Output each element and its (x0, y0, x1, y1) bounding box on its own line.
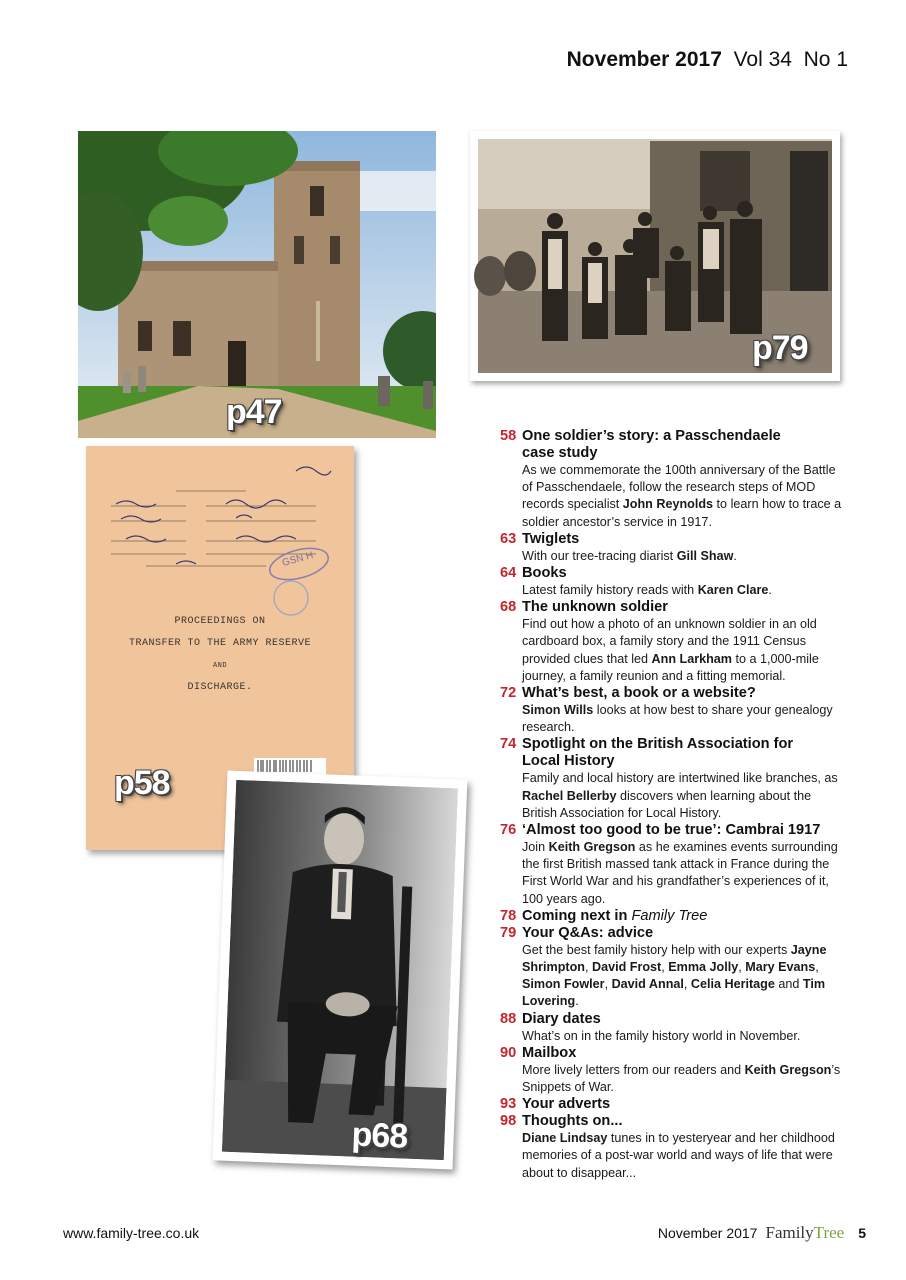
description-text: to learn how to trace a soldier ancestor’s service in 1917. (522, 497, 842, 529)
description-text: . (575, 994, 579, 1009)
description-text: With our tree-tracing diarist (522, 548, 677, 563)
logo-tree: Tree (813, 1223, 845, 1242)
entry-description (522, 462, 845, 531)
entry-description (522, 1130, 845, 1182)
contents-list (500, 428, 845, 1182)
footer-date: November 2017 (657, 1225, 758, 1241)
contents-entry[interactable] (500, 531, 845, 565)
entry-page-number: 90 (500, 1044, 517, 1061)
page-label-p68: p68 (350, 1115, 408, 1156)
entry-title (522, 925, 845, 942)
contents-entry[interactable] (500, 1096, 845, 1113)
entry-title-line: The unknown soldier (522, 599, 668, 616)
contents-entry[interactable] (500, 428, 845, 531)
entry-title-line: Thoughts on... (522, 1113, 623, 1130)
contributor-name: Rachel Bellerby (522, 788, 617, 803)
entry-title-line: Spotlight on the British Association for (522, 736, 794, 753)
entry-title-row (500, 1113, 845, 1130)
entry-title-row (500, 531, 845, 548)
entry-title-row (500, 685, 845, 702)
contributor-name: Tim Lovering (522, 977, 826, 1009)
description-text: ’s Snippets of War. (522, 1062, 841, 1095)
entry-title-line: Mailbox (522, 1044, 577, 1061)
entry-title-row (500, 1096, 845, 1113)
entry-title-row (500, 1011, 845, 1028)
page-label-p79: p79 (752, 329, 808, 367)
contributor-name: Diane Lindsay (522, 1131, 608, 1146)
contributor-name: Emma Jolly (668, 960, 739, 975)
document-line-1: PROCEEDINGS ON (174, 616, 266, 627)
description-text: What’s on in the family history world in November. (522, 1028, 801, 1043)
entry-page-number: 79 (500, 924, 517, 941)
description-text: . (733, 548, 737, 563)
contributor-name: Keith Gregson (744, 1062, 832, 1077)
entry-title-line: case study (522, 445, 598, 461)
contributor-name: Simon Wills (522, 703, 594, 718)
description-text: Family and local history are intertwined like branches, as (522, 771, 838, 786)
entry-title (522, 685, 845, 702)
entry-description (522, 942, 845, 1011)
entry-title-line: Books (522, 565, 567, 582)
contributor-name: Ann Larkham (651, 651, 733, 666)
logo-family: Family (765, 1223, 814, 1242)
entry-page-number: 98 (500, 1113, 517, 1130)
church-illustration (78, 131, 436, 438)
description-text: Latest family history reads with (522, 583, 698, 598)
footer-meta (658, 1223, 866, 1243)
entry-title-line: Twiglets (522, 530, 580, 547)
page-label-p58: p58 (114, 764, 170, 802)
description-text: tunes in to yesteryear and her childhood memories of a post-war world and ways of life that were about to disappear... (522, 1131, 835, 1180)
entry-title (522, 822, 845, 839)
description-text: to a 1,000-mile journey, a family reunion and a fitting memorial. (522, 651, 819, 683)
description-text: looks at how best to share your genealogy research. (522, 703, 833, 735)
contributor-name: Karen Clare (697, 583, 769, 598)
entry-title-row (500, 908, 845, 925)
entry-title-row (500, 736, 845, 770)
entry-page-number: 93 (500, 1096, 517, 1113)
entry-title (522, 908, 845, 925)
description-text: Get the best family history help with our experts (522, 942, 791, 957)
entry-title (522, 599, 845, 616)
contributor-name: Keith Gregson (548, 840, 636, 855)
contents-entry[interactable] (500, 1113, 845, 1182)
entry-title-line: Your Q&As: advice (522, 924, 654, 941)
issue-number: No 1 (803, 48, 848, 71)
entry-title-line: What’s best, a book or a website? (522, 685, 756, 702)
entry-page-number: 64 (500, 565, 517, 582)
entry-title-row (500, 925, 845, 942)
contents-entry[interactable] (500, 599, 845, 685)
contents-entry[interactable] (500, 925, 845, 1011)
page-number: 5 (858, 1225, 866, 1241)
page-label-p47: p47 (226, 393, 282, 431)
issue-volume: Vol 34 (733, 48, 792, 71)
description-text: As we commemorate the 100th anniversary of the Battle of Passchendaele, follow the research steps of MOD records specialist (522, 463, 836, 512)
family-tree-logo (765, 1223, 844, 1243)
entry-title (522, 1096, 845, 1113)
entry-description (522, 1028, 845, 1045)
entry-title-line: Your adverts (522, 1096, 611, 1113)
description-text: as he examines events surrounding the first British massed tank attack in France during the First World War and his grandfather’s experiences of it, 100 years ago. (522, 840, 838, 906)
soldier-illustration (222, 780, 458, 1160)
entry-description (522, 839, 845, 908)
entry-title (522, 1045, 845, 1062)
entry-title-row (500, 428, 845, 462)
entry-page-number: 78 (500, 907, 517, 924)
contents-entry[interactable] (500, 1011, 845, 1045)
document-line-3: AND (212, 662, 228, 670)
document-line-4: DISCHARGE. (187, 682, 253, 693)
entry-title-line: One soldier’s story: a Passchendaele (522, 428, 781, 444)
entry-description (522, 1062, 845, 1096)
church-photo[interactable] (78, 131, 436, 438)
workers-photo[interactable] (470, 131, 840, 381)
description-text: Find out how a photo of an unknown soldier in an old cardboard box, a family story and the 1911 Census provided clues that led (522, 617, 817, 666)
entry-title-line: Coming next in (522, 907, 632, 924)
description-text: and (774, 977, 803, 992)
contents-entry[interactable] (500, 736, 845, 822)
issue-date: November 2017 (566, 48, 722, 71)
contributor-name: Gill Shaw (676, 548, 734, 563)
entry-page-number: 72 (500, 685, 517, 702)
contents-entry[interactable] (500, 1045, 845, 1096)
contributor-name: Mary Evans (745, 960, 816, 975)
contents-entry[interactable] (500, 565, 845, 599)
entry-title-line: Local History (522, 753, 615, 770)
description-text: , (815, 960, 819, 975)
entry-page-number: 63 (500, 530, 517, 547)
description-text: . (768, 583, 772, 598)
entry-title-italic: Family Tree (631, 907, 708, 924)
entry-description (522, 616, 845, 685)
entry-description (522, 548, 845, 565)
entry-title-row (500, 565, 845, 582)
description-text: Join (522, 840, 549, 855)
entry-description (522, 582, 845, 599)
description-text: , (584, 960, 592, 975)
contents-entry[interactable] (500, 908, 845, 925)
contributor-name: John Reynolds (622, 497, 714, 512)
description-text: , (683, 977, 691, 992)
entry-title (522, 1113, 845, 1130)
entry-title (522, 428, 845, 462)
issue-line (567, 48, 848, 72)
entry-title (522, 565, 845, 582)
contributor-name: Celia Heritage (690, 977, 775, 992)
description-text: More lively letters from our readers and (522, 1062, 745, 1077)
contents-entry[interactable] (500, 685, 845, 736)
description-text: , (738, 960, 746, 975)
document-stamp: GSN H (281, 550, 315, 569)
description-text: , (604, 977, 612, 992)
entry-title (522, 1011, 845, 1028)
entry-description (522, 770, 845, 822)
entry-title-row (500, 599, 845, 616)
contributor-name: Jayne Shrimpton (522, 942, 827, 975)
entry-title-line: Diary dates (522, 1010, 601, 1027)
entry-page-number: 68 (500, 599, 517, 616)
entry-page-number: 58 (500, 428, 517, 444)
contents-entry[interactable] (500, 822, 845, 908)
footer-url[interactable]: www.family-tree.co.uk (63, 1225, 200, 1241)
entry-title-line: ‘Almost too good to be true’: Cambrai 1917 (522, 822, 821, 839)
entry-title (522, 736, 845, 770)
contributor-name: Simon Fowler (522, 977, 605, 992)
document-line-2: TRANSFER TO THE ARMY RESERVE (128, 638, 312, 649)
contributor-name: David Annal (611, 977, 684, 992)
entry-page-number: 88 (500, 1010, 517, 1027)
entry-page-number: 76 (500, 822, 517, 839)
soldier-portrait[interactable] (213, 771, 468, 1170)
entry-title-row (500, 822, 845, 839)
contributor-name: David Frost (591, 960, 662, 975)
entry-title-row (500, 1045, 845, 1062)
description-text: , (661, 960, 669, 975)
entry-description (522, 702, 845, 736)
document-heading (86, 611, 354, 699)
entry-page-number: 74 (500, 736, 517, 753)
entry-title (522, 531, 845, 548)
description-text: discovers when learning about the British Association for Local History. (522, 788, 812, 820)
